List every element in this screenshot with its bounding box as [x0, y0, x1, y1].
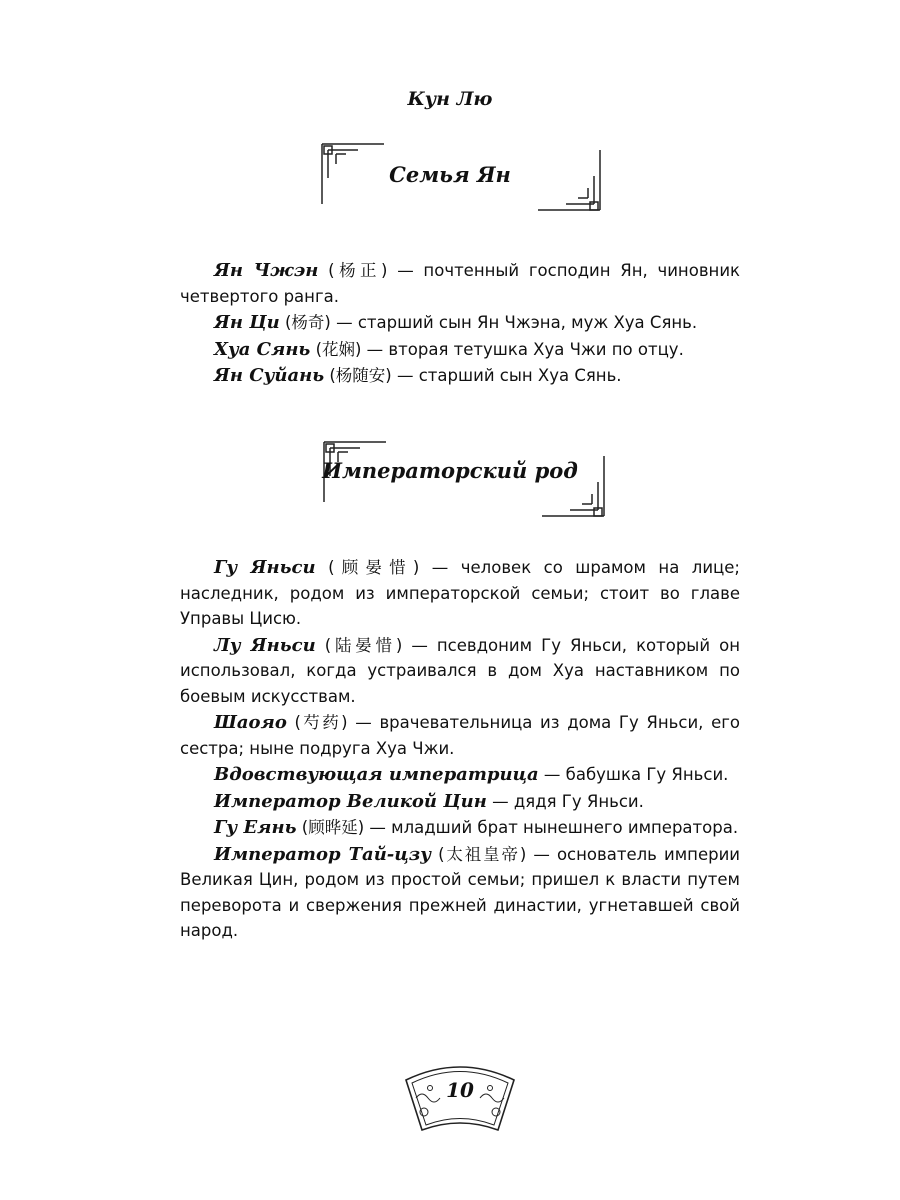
- list-item: [180, 555, 740, 632]
- description: — вторая тетушка Хуа Чжи по отцу.: [361, 339, 684, 359]
- character-name: Император Тай-цзу: [214, 843, 431, 865]
- hanzi: (顾晏惜): [328, 558, 420, 577]
- description: — младший брат нынешнего императора.: [364, 818, 739, 837]
- list-item: [180, 633, 740, 710]
- corner-ornament-bottom-right: [540, 454, 610, 520]
- character-name: Император Великой Цин: [214, 790, 487, 812]
- list-item: [180, 310, 740, 336]
- entry-list-section-2: [180, 555, 740, 945]
- hanzi: (杨正): [328, 261, 388, 280]
- list-item: [180, 762, 740, 788]
- character-name: Ян Суйань: [214, 365, 325, 386]
- page-number: 10: [446, 1078, 474, 1102]
- description: — почтенный господин Ян, чиновник четвертого ранга.: [180, 261, 741, 306]
- hanzi: (芍药): [294, 713, 348, 732]
- section-title: Семья Ян: [389, 162, 511, 187]
- list-item: [180, 710, 740, 761]
- list-item: [180, 842, 740, 944]
- hanzi: (太祖皇帝): [438, 844, 527, 864]
- running-header-author: Кун Лю: [407, 88, 493, 110]
- character-name: Гу Яньси: [214, 557, 316, 578]
- hanzi: (花娴): [315, 339, 362, 359]
- character-name: Ян Чжэн: [214, 260, 319, 281]
- section-heading-block: [0, 140, 900, 220]
- description: — старший сын Хуа Сянь.: [391, 366, 622, 385]
- hanzi: (杨奇): [285, 313, 331, 332]
- corner-ornament-bottom-right: [536, 148, 606, 214]
- character-name: Вдовствующая императрица: [214, 764, 539, 785]
- entry-list-section-1: [180, 258, 740, 390]
- section-title: Императорский род: [322, 458, 578, 483]
- description: — бабушка Гу Яньси.: [538, 765, 729, 784]
- description: — основатель империи Великая Цин, родом из простой семьи; пришел к власти путем переворота и свержения прежней династии, угнетавшей свой народ.: [180, 844, 741, 940]
- list-item: [180, 789, 740, 815]
- list-item: [180, 363, 740, 389]
- list-item: [180, 337, 740, 363]
- list-item: [180, 258, 740, 309]
- hanzi: (顾晔延): [301, 818, 365, 837]
- list-item: [180, 815, 740, 841]
- description: — дядя Гу Яньси.: [486, 791, 644, 811]
- character-name: Хуа Сянь: [214, 338, 311, 360]
- description: — псевдоним Гу Яньси, который он использовал, когда устраивался в дом Хуа наставником по боевым искусствам.: [180, 635, 740, 706]
- character-name: Гу Еянь: [214, 817, 297, 838]
- description: — врачевательница из дома Гу Яньси, его сестра; ныне подруга Хуа Чжи.: [180, 713, 741, 758]
- character-name: Лу Яньси: [214, 634, 316, 656]
- character-name: Шаояо: [214, 712, 287, 733]
- character-name: Ян Ци: [214, 312, 280, 333]
- description: — старший сын Ян Чжэна, муж Хуа Сянь.: [330, 313, 698, 332]
- hanzi: (陆晏惜): [324, 635, 403, 655]
- description: — человек со шрамом на лице; наследник, родом из императорской семьи; стоит во главе Управы Цисю.: [180, 558, 740, 628]
- page-number-ornament: [400, 1050, 520, 1140]
- hanzi: (杨随安): [329, 366, 392, 385]
- section-heading-block: [0, 438, 900, 518]
